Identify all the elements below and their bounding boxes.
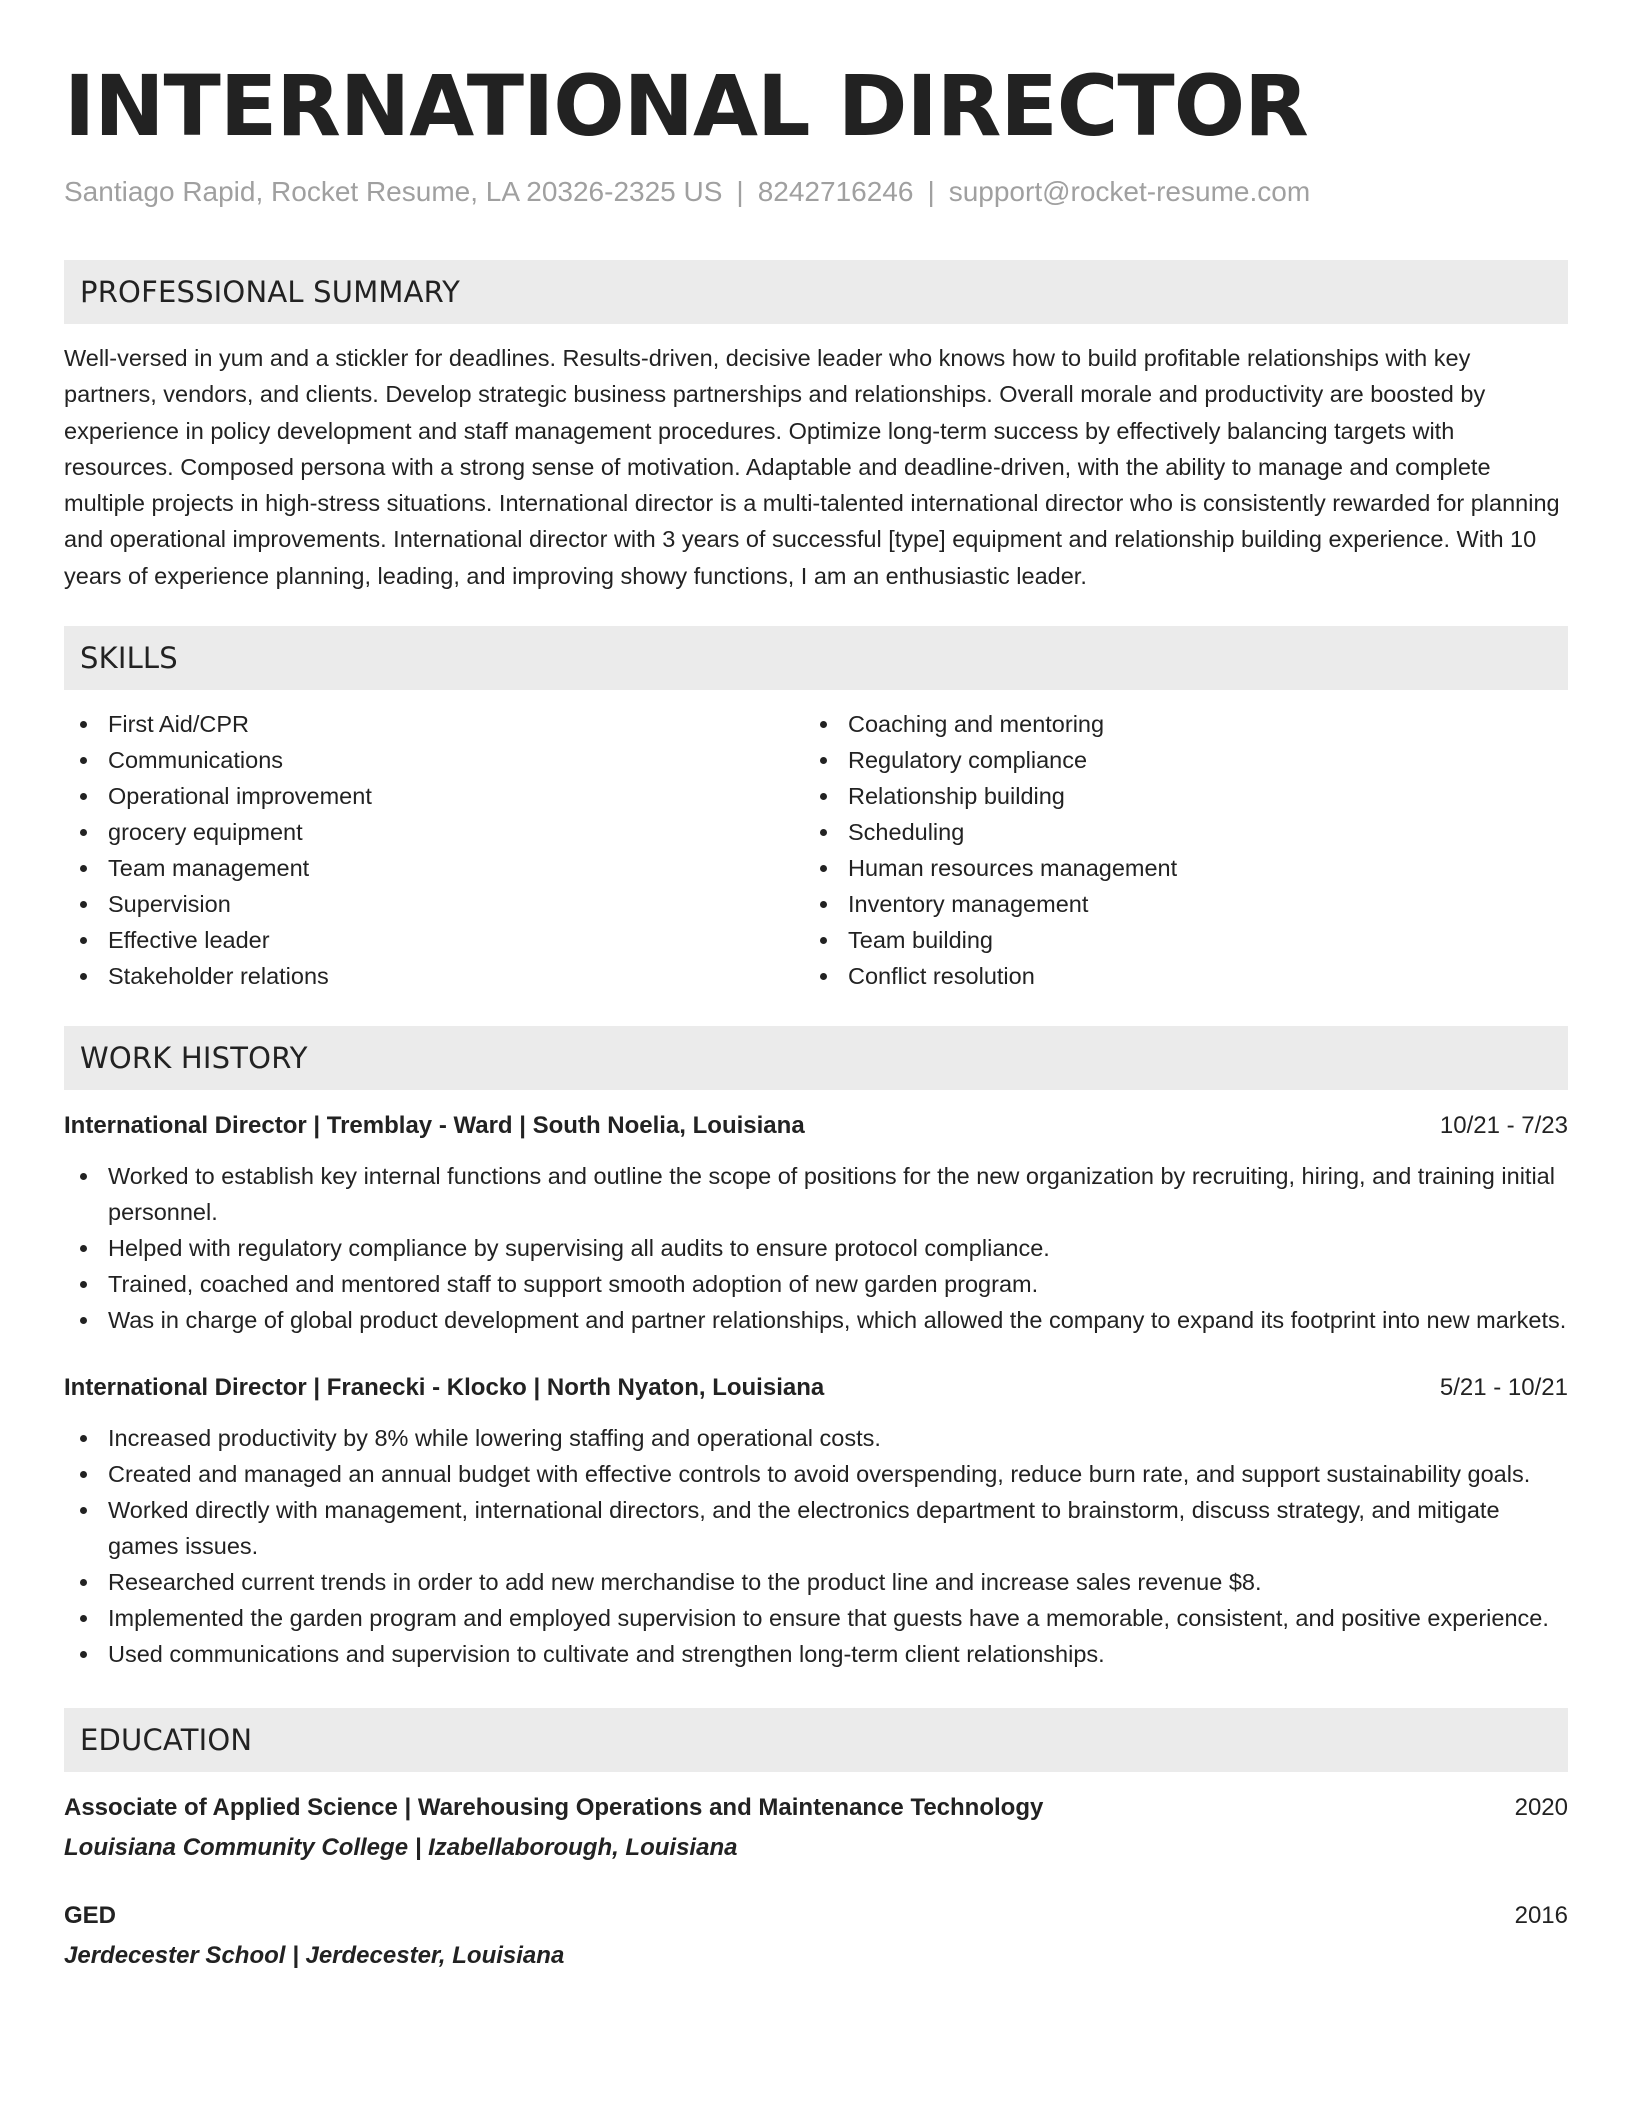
job-bullets <box>64 1420 1568 1672</box>
job-heading: International Director | Tremblay - Ward | South Noelia, Louisiana <box>64 1112 805 1140</box>
skill-item: Effective leader <box>64 922 804 958</box>
education-entry <box>64 1790 1568 1866</box>
skill-item: Human resources management <box>804 850 1544 886</box>
job-bullet: Increased productivity by 8% while lowering staffing and operational costs. <box>64 1420 1568 1456</box>
skill-item: First Aid/CPR <box>64 706 804 742</box>
job-dates: 5/21 - 10/21 <box>1439 1374 1568 1402</box>
skill-item: Stakeholder relations <box>64 958 804 994</box>
job-entry <box>64 1370 1568 1672</box>
job-bullets <box>64 1158 1568 1338</box>
section-header-education: EDUCATION <box>64 1708 1568 1772</box>
skill-item: Regulatory compliance <box>804 742 1544 778</box>
job-entry <box>64 1108 1568 1338</box>
job-bullet: Was in charge of global product development and partner relationships, which allowed the company to expand its footprint into new markets. <box>64 1302 1568 1338</box>
contact-line <box>64 174 1568 210</box>
education-year: 2020 <box>1514 1794 1568 1822</box>
skill-item: Coaching and mentoring <box>804 706 1544 742</box>
skill-item: Team building <box>804 922 1544 958</box>
contact-address: Santiago Rapid, Rocket Resume, LA 20326-2325 US <box>64 176 723 207</box>
skill-item: grocery equipment <box>64 814 804 850</box>
contact-phone: 8242716246 <box>757 176 914 207</box>
skill-item: Communications <box>64 742 804 778</box>
skill-item: Supervision <box>64 886 804 922</box>
skill-item: Team management <box>64 850 804 886</box>
section-header-skills: SKILLS <box>64 626 1568 690</box>
job-bullet: Researched current trends in order to add new merchandise to the product line and increase sales revenue $8. <box>64 1564 1568 1600</box>
job-bullet: Helped with regulatory compliance by supervising all audits to ensure protocol compliance. <box>64 1230 1568 1266</box>
education-degree: Associate of Applied Science | Warehousing Operations and Maintenance Technology <box>64 1794 1044 1822</box>
education-school: Jerdecester School | Jerdecester, Louisiana <box>64 1942 565 1970</box>
job-bullet: Implemented the garden program and employed supervision to ensure that guests have a memorable, consistent, and positive experience. <box>64 1600 1568 1636</box>
section-header-summary: PROFESSIONAL SUMMARY <box>64 260 1568 324</box>
skill-item: Operational improvement <box>64 778 804 814</box>
job-bullet: Trained, coached and mentored staff to support smooth adoption of new garden program. <box>64 1266 1568 1302</box>
education-degree: GED <box>64 1902 117 1930</box>
section-header-work-history: WORK HISTORY <box>64 1026 1568 1090</box>
skill-item: Conflict resolution <box>804 958 1544 994</box>
skill-item: Relationship building <box>804 778 1544 814</box>
job-dates: 10/21 - 7/23 <box>1439 1112 1568 1140</box>
job-bullet: Used communications and supervision to cultivate and strengthen long-term client relationships. <box>64 1636 1568 1672</box>
skill-item: Scheduling <box>804 814 1544 850</box>
skills-list <box>64 706 1568 994</box>
skills-column-right <box>804 706 1544 994</box>
contact-separator: | <box>736 176 744 207</box>
contact-separator: | <box>927 176 935 207</box>
job-heading: International Director | Franecki - Klocko | North Nyaton, Louisiana <box>64 1374 825 1402</box>
resume-name: INTERNATIONAL DIRECTOR <box>64 57 1308 155</box>
summary-text: Well-versed in yum and a stickler for deadlines. Results-driven, decisive leader who knows how to build profitable relationships with key partners, vendors, and clients. Develop strategic business partnerships and relationships. Overall morale and productivity are boosted by experience in policy development and staff management procedures. Optimize long-term success by effectively balancing targets with resources. Composed persona with a strong sense of motivation. Adaptable and deadline-driven, with the ability to manage and complete multiple projects in high-stress situations. International director is a multi-talented international director who is consistently rewarded for planning and operational improvements. International director with 3 years of successful [type] equipment and relationship building experience. With 10 years of experience planning, leading, and improving showy functions, I am an enthusiastic leader. <box>64 345 1560 589</box>
job-bullet: Created and managed an annual budget with effective controls to avoid overspending, reduce burn rate, and support sustainability goals. <box>64 1456 1568 1492</box>
skills-column-left <box>64 706 804 994</box>
education-year: 2016 <box>1514 1902 1568 1930</box>
education-school: Louisiana Community College | Izabellaborough, Louisiana <box>64 1834 738 1862</box>
education-entry <box>64 1898 1568 1974</box>
contact-email: support@rocket-resume.com <box>948 176 1311 207</box>
job-bullet: Worked directly with management, international directors, and the electronics department to brainstorm, discuss strategy, and mitigate games issues. <box>64 1492 1568 1564</box>
job-bullet: Worked to establish key internal functions and outline the scope of positions for the new organization by recruiting, hiring, and training initial personnel. <box>64 1158 1568 1230</box>
skill-item: Inventory management <box>804 886 1544 922</box>
